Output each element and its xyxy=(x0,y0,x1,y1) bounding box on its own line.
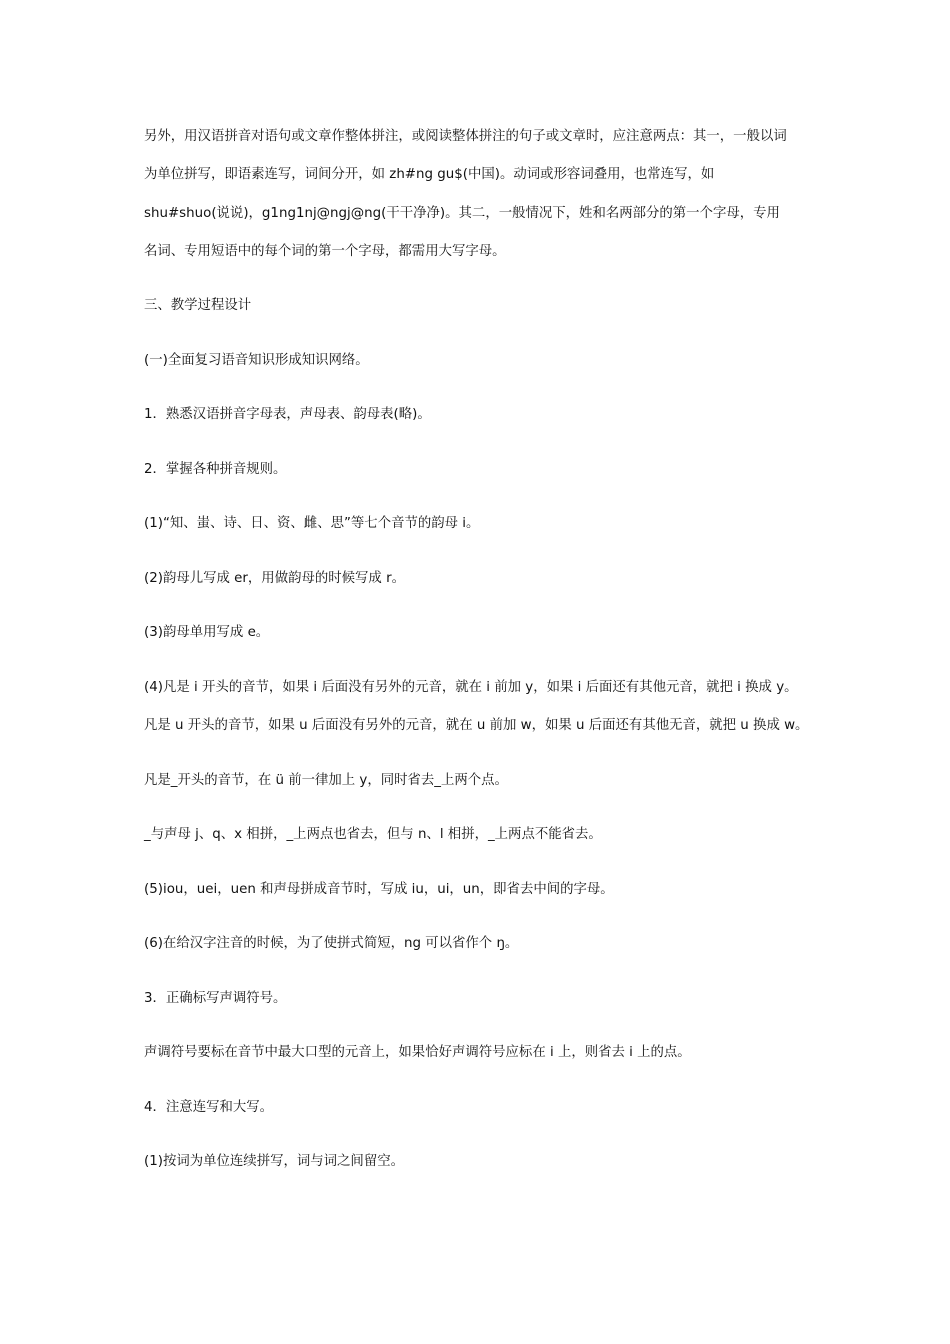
intro-line-1: 另外，用汉语拼音对语句或文章作整体拼注，或阅读整体拼注的句子或文章时，应注意两点：其一，一般以词 xyxy=(144,129,787,144)
intro-line-2: 为单位拼写，即语素连写，词间分开，如 zh#ng gu$(中国)。动词或形容词叠用，也常连写，如 xyxy=(144,167,715,183)
rule-4-jqx: _与声母 j、q、x 相拼，_上两点也省去，但与 n、l 相拼，_上两点不能省去。 xyxy=(144,827,602,843)
item-4: 4．注意连写和大写。 xyxy=(144,1099,274,1115)
rule-4-paragraph xyxy=(144,669,810,746)
intro-paragraph xyxy=(144,118,810,271)
rule-2: (2)韵母儿写成 er，用做韵母的时候写成 r。 xyxy=(144,570,405,586)
tone-rule: 声调符号要标在音节中最大口型的元音上，如果恰好声调符号应标在 i 上，则省去 i 上的点。 xyxy=(144,1045,691,1061)
section-heading: 三、教学过程设计 xyxy=(144,298,252,314)
intro-line-4: 名词、专用短语中的每个词的第一个字母，都需用大写字母。 xyxy=(144,243,506,259)
rule-1: (1)“知、蚩、诗、日、资、雌、思”等七个音节的韵母 i。 xyxy=(144,516,480,532)
rule-5: (5)iou，uei，uen 和声母拼成音节时，写成 iu，ui，un，即省去中间的字母。 xyxy=(144,881,614,897)
rule-3: (3)韵母单用写成 e。 xyxy=(144,625,270,641)
rule-6: (6)在给汉字注音的时候，为了使拼式简短，ng 可以省作个 ŋ。 xyxy=(144,936,519,952)
rule-4-line-1: (4)凡是 i 开头的音节，如果 i 后面没有另外的元音，就在 i 前加 y，如果 i 后面还有其他元音，就把 i 换成 y。 xyxy=(144,679,798,695)
item-2: 2．掌握各种拼音规则。 xyxy=(144,461,287,477)
item-3: 3．正确标写声调符号。 xyxy=(144,990,287,1006)
document-body xyxy=(144,118,810,1182)
rule-4-u-umlaut: 凡是_开头的音节，在 ü 前一律加上 y，同时省去_上两个点。 xyxy=(144,772,508,788)
item-4-rule-1: (1)按词为单位连续拼写，词与词之间留空。 xyxy=(144,1154,404,1170)
intro-line-3: shu#shuo(说说)，g1ng1nj@ngj@ng(干干净净)。其二，一般情况下，姓和名两部分的第一个字母，专用 xyxy=(144,205,780,221)
item-1: 1．熟悉汉语拼音字母表，声母表、韵母表(略)。 xyxy=(144,407,431,423)
rule-4-line-2: 凡是 u 开头的音节，如果 u 后面没有另外的元音，就在 u 前加 w，如果 u 后面还有其他无音，就把 u 换成 w。 xyxy=(144,718,809,734)
subsection-heading: (一)全面复习语音知识形成知识网络。 xyxy=(144,352,369,368)
